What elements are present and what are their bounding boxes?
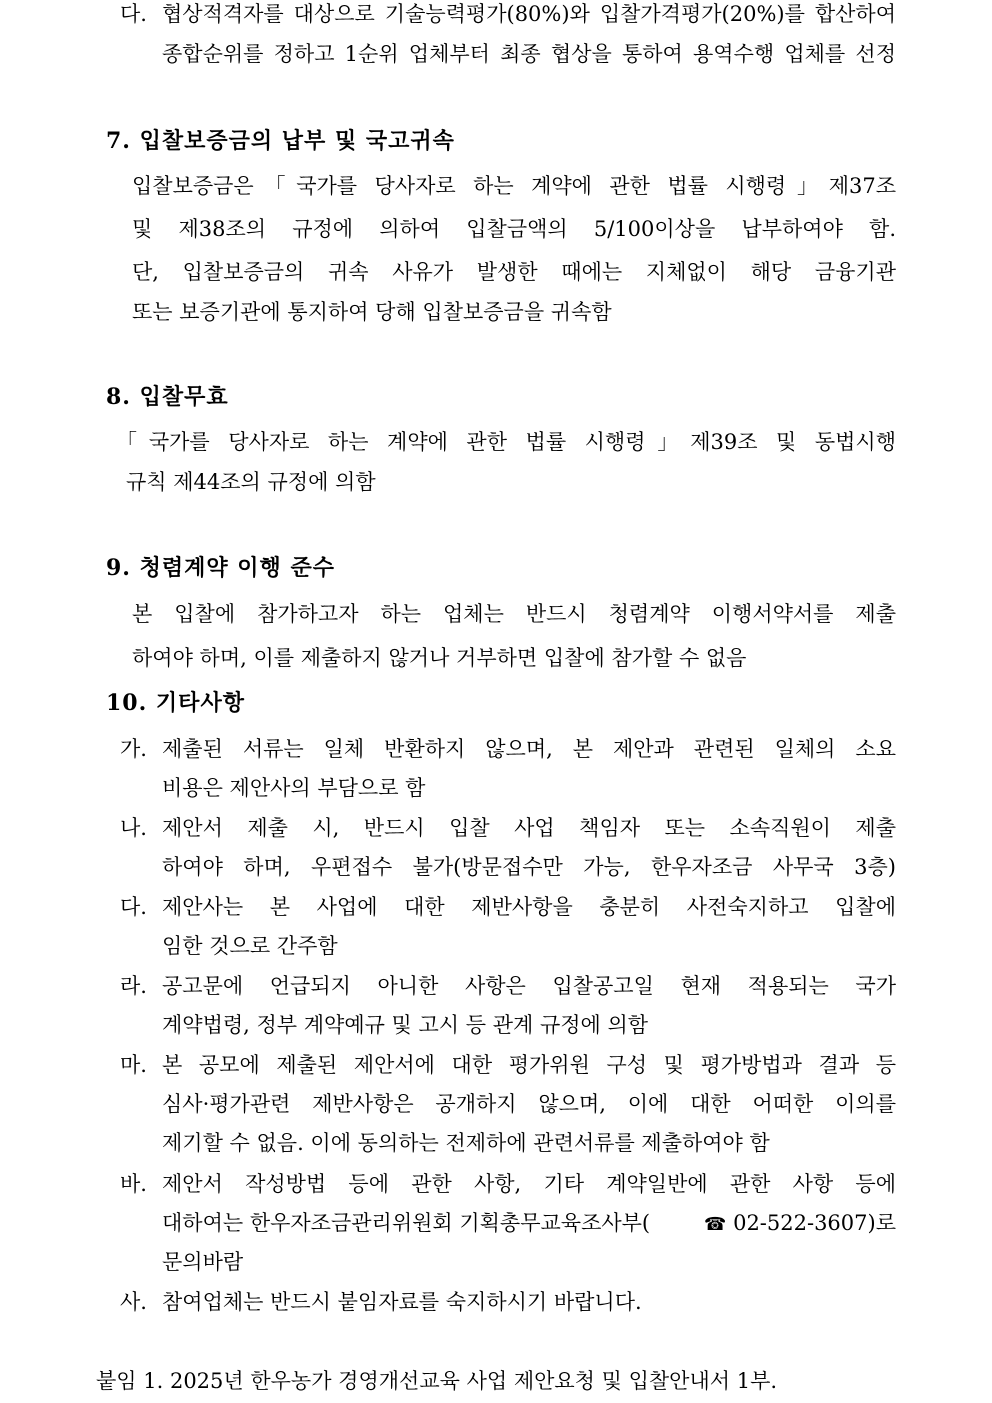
item-ma-line-3: 제기할 수 없음. 이에 동의하는 전제하에 관련서류를 제출하여야 함 xyxy=(162,1131,770,1155)
item-marker-ga: 가. xyxy=(120,737,147,761)
item-marker-da-top: 다. xyxy=(120,2,147,26)
item-da-line-1: 제안사는 본 사업에 대한 제반사항을 충분히 사전숙지하고 입찰에 xyxy=(162,895,896,919)
telephone-icon: ☎ xyxy=(703,1214,727,1235)
section-8-heading: 8. 입찰무효 xyxy=(106,384,229,410)
section-7-line-1: 입찰보증금은「국가를 당사자로 하는 계약에 관한 법률 시행령」제37조 xyxy=(132,174,896,198)
item-ba-line-2 xyxy=(162,1209,896,1239)
item-da-line-2: 임한 것으로 간주함 xyxy=(162,934,338,958)
item-sa-line-1: 참여업체는 반드시 붙임자료를 숙지하시기 바랍니다. xyxy=(162,1290,642,1314)
item-na-line-2: 하여야 하며, 우편접수 불가(방문접수만 가능, 한우자조금 사무국 3층) xyxy=(162,855,896,879)
section-7-line-2: 및 제38조의 규정에 의하여 입찰금액의 5/100이상을 납부하여야 함. xyxy=(132,217,896,241)
section-9-heading: 9. 청렴계약 이행 준수 xyxy=(106,555,335,581)
item-ba-line-2-phone xyxy=(704,1209,896,1239)
phone-number: 02-522-3607)로 xyxy=(733,1211,896,1235)
item-marker-ma: 마. xyxy=(120,1053,147,1077)
item-da-top-line-2: 종합순위를 정하고 1순위 업체부터 최종 협상을 통하여 용역수행 업체를 선정 xyxy=(162,42,896,66)
item-marker-ba: 바. xyxy=(120,1172,147,1196)
section-10-heading: 10. 기타사항 xyxy=(106,690,245,716)
section-8-line-1: 「국가를 당사자로 하는 계약에 관한 법률 시행령」제39조 및 동법시행 xyxy=(116,430,896,454)
item-ba-line-1: 제안서 작성방법 등에 관한 사항, 기타 계약일반에 관한 사항 등에 xyxy=(162,1172,896,1196)
section-9-line-2: 하여야 하며, 이를 제출하지 않거나 거부하면 입찰에 참가할 수 없음 xyxy=(132,646,747,670)
item-ra-line-1: 공고문에 언급되지 아니한 사항은 입찰공고일 현재 적용되는 국가 xyxy=(162,974,896,998)
item-ra-line-2: 계약법령, 정부 계약예규 및 고시 등 관계 규정에 의함 xyxy=(162,1013,649,1037)
item-ba-line-2-text: 대하여는 한우자조금관리위원회 기획총무교육조사부( xyxy=(162,1211,651,1235)
item-marker-ra: 라. xyxy=(120,974,147,998)
item-ga-line-2: 비용은 제안사의 부담으로 함 xyxy=(162,776,426,800)
item-ma-line-1: 본 공모에 제출된 제안서에 대한 평가위원 구성 및 평가방법과 결과 등 xyxy=(162,1053,896,1077)
item-marker-na: 나. xyxy=(120,816,147,840)
section-9-line-1: 본 입찰에 참가하고자 하는 업체는 반드시 청렴계약 이행서약서를 제출 xyxy=(132,602,896,626)
section-8-line-2: 규칙 제44조의 규정에 의함 xyxy=(126,470,376,494)
item-marker-sa: 사. xyxy=(120,1290,147,1314)
item-na-line-1: 제안서 제출 시, 반드시 입찰 사업 책임자 또는 소속직원이 제출 xyxy=(162,816,896,840)
item-ma-line-2: 심사·평가관련 제반사항은 공개하지 않으며, 이에 대한 어떠한 이의를 xyxy=(162,1092,896,1116)
section-7-line-3: 단, 입찰보증금의 귀속 사유가 발생한 때에는 지체없이 해당 금융기관 xyxy=(132,260,896,284)
section-7-line-4: 또는 보증기관에 통지하여 당해 입찰보증금을 귀속함 xyxy=(132,300,612,324)
item-ga-line-1: 제출된 서류는 일체 반환하지 않으며, 본 제안과 관련된 일체의 소요 xyxy=(162,737,896,761)
item-ba-line-3: 문의바람 xyxy=(162,1250,244,1274)
section-7-heading: 7. 입찰보증금의 납부 및 국고귀속 xyxy=(106,128,455,154)
attachment-line: 붙임 1. 2025년 한우농가 경영개선교육 사업 제안요청 및 입찰안내서 1부. xyxy=(96,1369,778,1393)
item-marker-da: 다. xyxy=(120,895,147,919)
item-da-top-line-1: 협상적격자를 대상으로 기술능력평가(80%)와 입찰가격평가(20%)를 합산하여 xyxy=(162,2,896,26)
